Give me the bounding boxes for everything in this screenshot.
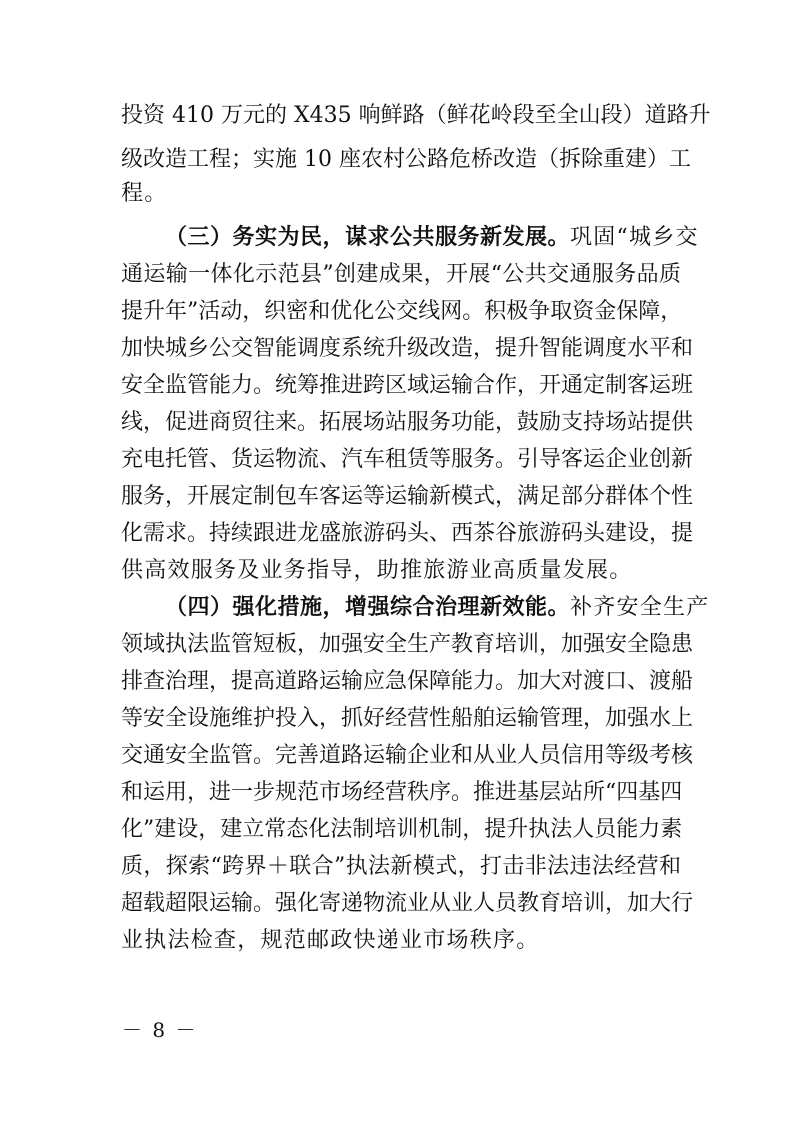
section-4-first-line-text: 补齐安全生产 xyxy=(570,595,710,620)
paragraph-line: 通运输一体化示范县”创建成果，开展“公共交通服务品质 xyxy=(121,262,681,287)
paragraph-line: 和运用，进一步规范市场经营秩序。推进基层站所“四基四 xyxy=(121,780,683,805)
paragraph-line: 超载超限运输。强化寄递物流业从业人员教育培训，加大行 xyxy=(121,891,694,916)
section-4-heading: （四）强化措施，增强综合治理新效能。 xyxy=(165,595,571,620)
paragraph-line: 交通安全监管。完善道路运输企业和从业人员信用等级考核 xyxy=(121,743,694,768)
paragraph-line: 线，促进商贸往来。拓展场站服务功能，鼓励支持场站提供 xyxy=(121,410,694,435)
section-3-first-line-text: 巩固“城乡交 xyxy=(570,225,699,250)
paragraph-line: 质，探索“跨界＋联合”执法新模式，打击非法违法经营和 xyxy=(121,854,681,879)
paragraph-line: 级改造工程；实施 10 座农村公路危桥改造（拆除重建）工 xyxy=(121,147,691,172)
paragraph-line: 充电托管、货运物流、汽车租赁等服务。引导客运企业创新 xyxy=(121,447,694,472)
paragraph-line: 排查治理，提高道路运输应急保障能力。加大对渡口、渡船 xyxy=(121,669,694,694)
paragraph-line: 化”建设，建立常态化法制培训机制，提升执法人员能力素 xyxy=(121,817,683,842)
paragraph-line: 化需求。持续跟进龙盛旅游码头、西茶谷旅游码头建设，提 xyxy=(121,521,694,546)
paragraph-line: 领域执法监管短板，加强安全生产教育培训，加强安全隐患 xyxy=(121,632,694,657)
paragraph-line: 程。 xyxy=(121,181,168,206)
section-4-first-line xyxy=(165,593,710,623)
paragraph-line: 等安全设施维护投入，抓好经营性船舶运输管理，加强水上 xyxy=(121,706,694,731)
paragraph-line: 提升年”活动，织密和优化公交线网。积极争取资金保障， xyxy=(121,299,683,324)
section-3-heading: （三）务实为民，谋求公共服务新发展。 xyxy=(165,225,571,250)
section-3-first-line xyxy=(165,223,699,253)
paragraph-line: 安全监管能力。统筹推进跨区域运输合作，开通定制客运班 xyxy=(121,373,694,398)
page-number: － 8 － xyxy=(122,1018,198,1042)
paragraph-line: 业执法检查，规范邮政快递业市场秩序。 xyxy=(121,928,540,953)
paragraph-line: 供高效服务及业务指导，助推旅游业高质量发展。 xyxy=(121,558,633,583)
paragraph-line: 投资 410 万元的 X435 响鲜路（鲜花岭段至全山段）道路升 xyxy=(121,103,711,128)
paragraph-line: 服务，开展定制包车客运等运输新模式，满足部分群体个性 xyxy=(121,484,694,509)
paragraph-line: 加快城乡公交智能调度系统升级改造，提升智能调度水平和 xyxy=(121,336,694,361)
